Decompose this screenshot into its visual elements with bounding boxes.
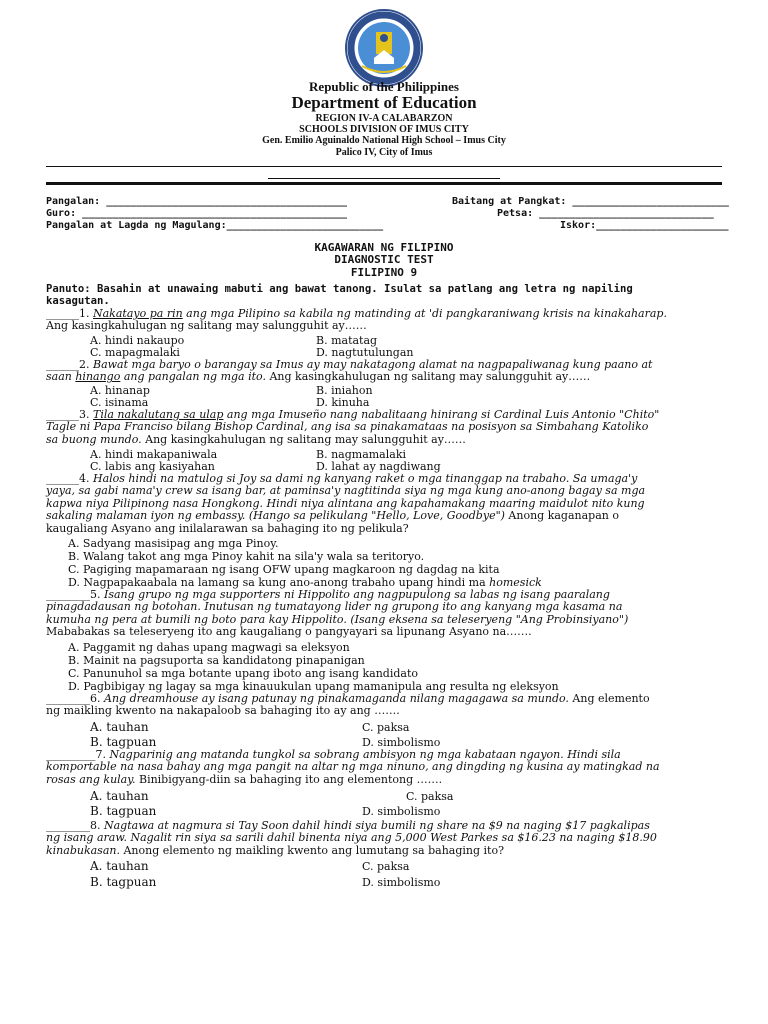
school-heading: Gen. Emilio Aguinaldo National High School – Imus City xyxy=(262,135,506,146)
republic-heading: Republic of the Philippines xyxy=(309,79,459,94)
q1-choice-a: A. hindi nakaupo xyxy=(90,334,185,347)
q7-choice-b: B. tagpuan xyxy=(90,804,157,818)
grade-title: FILIPINO 9 xyxy=(350,266,418,279)
q3-choice-a: A. hindi makapaniwala xyxy=(90,448,218,461)
q5-choice-a: A. Paggamit ng dahas upang magwagi sa eleksyon xyxy=(68,641,350,654)
division-heading: SCHOOLS DIVISION OF IMUS CITY xyxy=(299,124,469,135)
q6-choice-b: B. tagpuan xyxy=(90,735,157,749)
q2-choice-c: C. isinama xyxy=(90,396,149,409)
q6-choice-d: D. simbolismo xyxy=(362,736,441,749)
q1-choice-b: B. matatag xyxy=(316,334,378,347)
q8-choice-a: A. tauhan xyxy=(90,859,149,873)
q1-choice-d: D. nagtutulungan xyxy=(316,346,414,359)
q4-choice-c: C. Pagiging mapamaraan ng isang OFW upang magkaroon ng dagdag na kita xyxy=(68,563,500,576)
q7-choice-c: C. paksa xyxy=(406,790,454,803)
q4-choice-a: A. Sadyang masisipag ang mga Pinoy. xyxy=(68,537,279,550)
test-title: DIAGNOSTIC TEST xyxy=(334,253,434,266)
question-3: ______3. Tila nakalutang sa ulap ang mga Imuseño nang nabalitaang hinirang si Cardinal Luis Antonio "Chito" Tagle ni Papa Franciso bilang Bishop Cardinal, ang isa sa pinakamataas na posisyon sa Simbahang Katoliko sa buong mundo. Ang kasingkahulugan ng salitang may salungguhit ay…… xyxy=(46,408,660,446)
q7-choice-a: A. tauhan xyxy=(90,789,149,803)
magulang-field[interactable]: Pangalan at Lagda ng Magulang:__________________________ xyxy=(46,220,384,231)
instructions: Panuto: Basahin at unawaing mabuti ang bawat tanong. Isulat sa patlang ang letra ng napiling kasagutan. xyxy=(46,283,633,308)
q6-choice-a: A. tauhan xyxy=(90,720,149,734)
question-8: ________8. Nagtawa at nagmura si Tay Soon dahil hindi siya bumili ng share na $9 na naging $17 pagkalipas ng isang araw. Nagalit rin siya sa sarili dahil binenta niya ang 5,000 West Parkes sa $16.23 na naging $18.90 kinabukasan. Anong elemento ng maikling kwento ang lumutang sa bahaging ito? xyxy=(46,819,657,857)
question-2: ______2. Bawat mga baryo o barangay sa Imus ay may nakatagong alamat na nagpapaliwanag kung paano at saan hinango ang pangalan ng mga ito. Ang kasingkahulugan ng salitang may salungguhit ay…… xyxy=(46,358,653,384)
baitang-field[interactable]: Baitang at Pangkat: __________________________ xyxy=(452,196,729,207)
question-7: _________7. Nagparinig ang matanda tungkol sa sobrang ambisyon ng mga kabataan ngayon. Hindi sila komportable na nasa bahay ang mga pangit na altar ng mga ninuno, ang dingding ng kusina ay matingkad na rosas ang kulay. Binibigyang-diin sa bahaging ito ang elementong ……. xyxy=(46,748,660,786)
q5-choice-d: D. Pagbibigay ng lagay sa mga kinauukulan upang mamanipula ang resulta ng eleksyon xyxy=(68,680,559,693)
q4-choice-b: B. Walang takot ang mga Pinoy kahit na sila'y wala sa teritoryo. xyxy=(68,550,425,563)
question-6: ________6. Ang dreamhouse ay isang patunay ng pinakamaganda nilang magagawa sa mundo. Ang elemento ng maikling kwento na nakapaloob sa bahaging ito ay ang ……. xyxy=(46,692,650,718)
subject-title: KAGAWARAN NG FILIPINO xyxy=(314,241,454,254)
q8-choice-b: B. tagpuan xyxy=(90,875,157,889)
department-heading: Department of Education xyxy=(291,93,477,112)
region-heading: REGION IV-A CALABARZON xyxy=(315,113,453,124)
iskor-field[interactable]: Iskor:______________________ xyxy=(560,220,729,231)
question-5: ________5. Isang grupo ng mga supporters ni Hippolito ang nagpupulong sa labas ng isang paaralang pinagdadausan ng botohan. Inutusan ng tumatayong lider ng grupong ito ang kanyang mga kasama na kumuha ng pera at bumili ng boto para kay Hippolito. (Isang eksena sa teleseryeng "Ang Probinsiyano") Mababakas sa teleseryeng ito ang kaugaliang o pangyayari sa lipunang Asyano na……. xyxy=(46,588,629,639)
q3-choice-b: B. nagmamalaki xyxy=(316,448,406,461)
q5-choice-b: B. Mainit na pagsuporta sa kandidatong pinapanigan xyxy=(68,654,365,667)
question-4: ______4. Halos hindi na matulog si Joy sa dami ng kanyang raket o mga tinanggap na trabaho. Sa umaga'y yaya, sa gabi nama'y crew sa isang bar, at paminsa'y nagtitinda siya ng mga kung ano-anong bagay sa mga kapwa niya Pilipinong nasa Hongkong. Hindi niya alintana ang kapahamakang maaring maidulot nito kung sakaling malaman iyon ng embassy. (Hango sa pelikulang "Hello, Love, Goodbye") Anong kaganapan o kaugaliang Asyano ang inilalarawan sa bahaging ito ng pelikula? xyxy=(46,472,646,535)
header-thick-divider xyxy=(46,182,722,185)
q2-choice-d: D. kinuha xyxy=(316,396,370,409)
question-1: ______1. Nakatayo pa rin ang mga Pilipino sa kabila ng matinding at 'di pangkaraniwang krisis na kinakaharap. Ang kasingkahulugan ng salitang may salungguhit ay…… xyxy=(46,307,667,333)
q6-choice-c: C. paksa xyxy=(362,721,410,734)
q3-choice-c: C. labis ang kasiyahan xyxy=(90,460,215,473)
q3-choice-d: D. lahat ay nagdiwang xyxy=(316,460,441,473)
q8-choice-c: C. paksa xyxy=(362,860,410,873)
address-heading: Palico IV, City of Imus xyxy=(335,147,433,158)
petsa-field[interactable]: Petsa: _____________________________ xyxy=(497,208,714,219)
q8-choice-d: D. simbolismo xyxy=(362,876,441,889)
q1-choice-c: C. mapagmalaki xyxy=(90,346,180,359)
deped-seal-icon xyxy=(344,8,424,88)
pangalan-field[interactable]: Pangalan: ________________________________________ xyxy=(46,196,348,207)
q2-choice-a: A. hinanap xyxy=(90,384,150,397)
q5-choice-c: C. Panunuhol sa mga botante upang iboto ang isang kandidato xyxy=(68,667,418,680)
q4-choice-d: D. Nagpapakaabala na lamang sa kung ano-anong trabaho upang hindi ma homesick xyxy=(68,576,542,589)
q7-choice-d: D. simbolismo xyxy=(362,805,441,818)
q2-choice-b: B. iniahon xyxy=(316,384,373,397)
guro-field[interactable]: Guro: ____________________________________________ xyxy=(46,208,348,219)
header-divider xyxy=(46,166,722,167)
header-short-divider xyxy=(268,178,500,179)
